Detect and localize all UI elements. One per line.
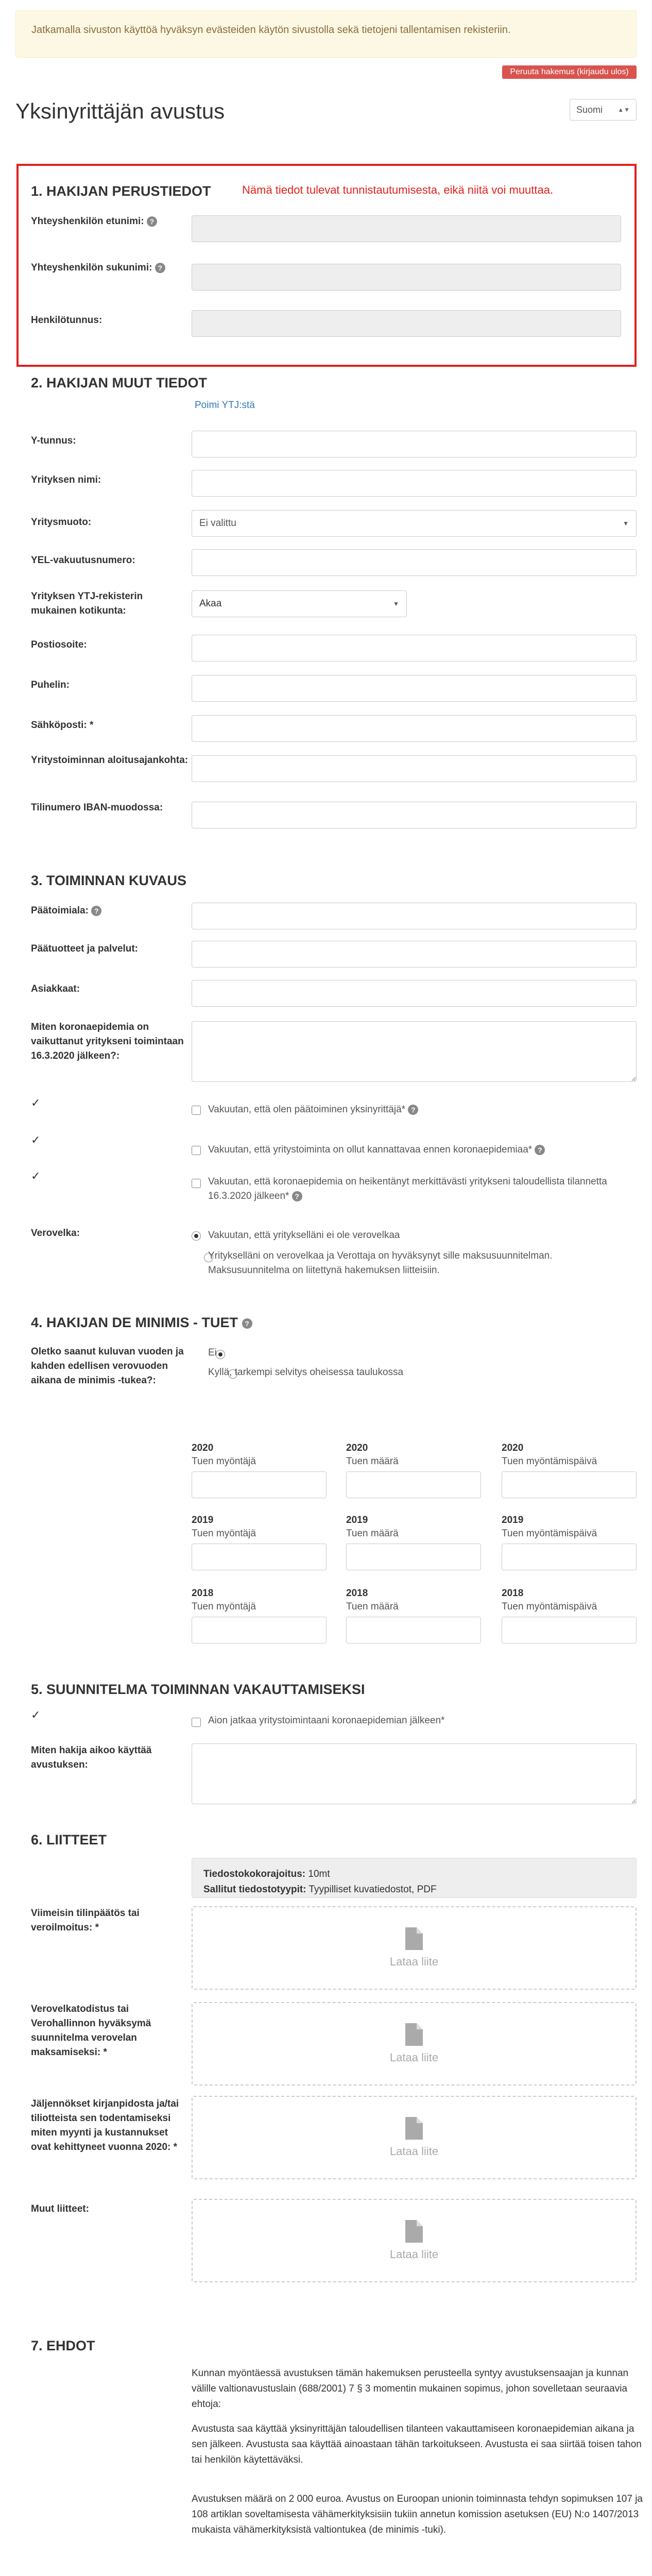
- upload-dropzone[interactable]: [192, 2002, 637, 2086]
- year-label: 2020: [192, 1443, 214, 1453]
- section-7-title: 7. EHDOT: [31, 2338, 95, 2353]
- address-label: Postiosoite:: [31, 639, 87, 650]
- year-label: 2018: [502, 1588, 524, 1599]
- municipality-value: Akaa: [199, 598, 222, 609]
- year-label: 2018: [192, 1588, 214, 1599]
- phone-input[interactable]: [192, 675, 637, 702]
- column-label: Tuen myöntäjä: [192, 1601, 256, 1612]
- upload-label: Lataa liite: [389, 1955, 439, 1968]
- section-2-title: 2. HAKIJAN MUUT TIEDOT: [31, 375, 208, 391]
- updown-icon: ▲▼: [617, 106, 630, 113]
- types-value: Tyypilliset kuvatiedostot, PDF: [308, 1884, 437, 1895]
- max-size-value: 10mt: [308, 1869, 330, 1879]
- date-input[interactable]: [502, 1544, 637, 1570]
- help-icon[interactable]: ?: [292, 1191, 302, 1201]
- help-icon[interactable]: ?: [408, 1105, 418, 1115]
- grantor-input[interactable]: [192, 1544, 327, 1570]
- attachment-label: Muut liitteet:: [31, 2204, 89, 2214]
- main-field-label: Päätoimiala:: [31, 905, 89, 916]
- column-label: Tuen myöntäjä: [192, 1528, 256, 1539]
- year-label: 2019: [192, 1515, 214, 1526]
- checkbox-label: Vakuutan, että olen päätoiminen yksinyrittäjä*: [208, 1104, 406, 1115]
- attachment-label: Verovelkatodistus tai Verohallinnon hyväksymä suunnitelma verovelan maksamiseksi: *: [31, 2004, 151, 2058]
- yel-label: YEL-vakuutusnumero:: [31, 555, 135, 566]
- yel-input[interactable]: [192, 549, 637, 576]
- radio-button[interactable]: [192, 1231, 201, 1241]
- radio-label: Yritykselläni on verovelkaa ja Verottaja on hyväksynyt sille maksusuunnitelman. Maksusuunnitelma on liitettynä hakemuksen liitteisiin.: [208, 1250, 553, 1276]
- iban-input[interactable]: [192, 802, 637, 828]
- radio-label: Ei: [208, 1347, 217, 1358]
- ssn-field: [192, 310, 621, 337]
- checkbox-label: Vakuutan, että yritystoiminta on ollut kannattavaa ennen koronaepidemiaa*: [208, 1144, 533, 1155]
- upload-dropzone[interactable]: [192, 2096, 637, 2179]
- column-label: Tuen myöntämispäivä: [502, 1456, 597, 1467]
- upload-label: Lataa liite: [389, 2051, 439, 2064]
- types-label: Sallitut tiedostotyypit:: [203, 1884, 306, 1895]
- section-6-title: 6. LIITTEET: [31, 1832, 107, 1848]
- year-label: 2020: [346, 1443, 368, 1453]
- main-field-input[interactable]: [192, 903, 637, 929]
- terms-paragraph: Avustusta saa käyttää yksinyrittäjän taloudellisen tilanteen vakauttamiseen koronaepidemian aikana ja sen jälkeen. Avustusta saa käyttää ainoastaan tähän tarkoitukseen. Avustusta ei saa siirtää toisen tahon tai henkilön käytettäväksi.: [192, 2424, 642, 2465]
- iban-label: Tilinumero IBAN-muodossa:: [31, 802, 163, 813]
- email-input[interactable]: [192, 715, 637, 742]
- products-input[interactable]: [192, 941, 637, 968]
- max-size-label: Tiedostokokorajoitus:: [203, 1869, 306, 1879]
- year-label: 2019: [346, 1515, 368, 1526]
- company-name-label: Yrityksen nimi:: [31, 474, 101, 485]
- section-4-title: 4. HAKIJAN DE MINIMIS - TUET: [31, 1315, 238, 1330]
- ytj-fetch-link[interactable]: Poimi YTJ:stä: [195, 400, 255, 411]
- radio-button[interactable]: [216, 1350, 225, 1359]
- first-name-field: [192, 215, 621, 242]
- terms-paragraph: Kunnan myöntäessä avustuksen tämän hakemuksen perusteella syntyy avustuksensaajan ja kunnan välille valtionavustuslain (688/2001) 7 § 3 momentin mukainen sopimus, johon sovelletaan seuraavia ehtoja:: [192, 2368, 629, 2410]
- column-label: Tuen myöntämispäivä: [502, 1601, 597, 1612]
- radio-label: Vakuutan, että yritykselläni ei ole verovelkaa: [208, 1230, 400, 1241]
- help-icon[interactable]: ?: [535, 1145, 545, 1155]
- column-label: Tuen määrä: [346, 1528, 399, 1539]
- checkmark-icon: ✓︎: [31, 1096, 41, 1109]
- page-title: Yksinyrittäjän avustus: [15, 99, 225, 123]
- amount-input[interactable]: [346, 1544, 481, 1570]
- language-select[interactable]: [570, 99, 637, 121]
- customers-label: Asiakkaat:: [31, 984, 80, 994]
- year-label: 2018: [346, 1588, 368, 1599]
- help-icon[interactable]: ?: [91, 906, 101, 916]
- ytunnus-label: Y-tunnus:: [31, 435, 76, 446]
- help-icon[interactable]: ?: [155, 263, 165, 273]
- column-label: Tuen myöntäjä: [192, 1456, 256, 1467]
- terms-paragraph: Avustuksen määrä on 2 000 euroa. Avustus on Euroopan unionin toiminnasta tehdyn sopimuksen 107 ja 108 artiklan soveltamisesta vähämerkityksisiin tukiin annetun komission asetuksen (EU) N:o 1407/2013 mukaista vähämerkityksistä valtiontukea (de minimis -tuki).: [192, 2494, 643, 2535]
- checkbox-label: Aion jatkaa yritystoimintaani koronaepidemian jälkeen*: [208, 1715, 445, 1726]
- products-label: Päätuotteet ja palvelut:: [31, 943, 138, 954]
- year-label: 2019: [502, 1515, 524, 1526]
- file-icon: [405, 1927, 423, 1950]
- cookie-notice: Jatkamalla sivuston käyttöä hyväksyn evästeiden käytön sivustolla sekä tietojeni tallentamisen rekisteriin.: [15, 10, 637, 58]
- language-value: Suomi: [576, 104, 603, 115]
- checkbox-label: Vakuutan, että koronaepidemia on heikentänyt merkittävästi yritykseni taloudellista tilannetta 16.3.2020 jälkeen*: [208, 1176, 607, 1201]
- phone-label: Puhelin:: [31, 680, 70, 690]
- last-name-label: Yhteyshenkilön sukunimi:: [31, 262, 152, 273]
- email-label: Sähköposti: *: [31, 720, 94, 731]
- cancel-application-button[interactable]: Peruuta hakemus (kirjaudu ulos): [502, 65, 637, 79]
- usage-textarea[interactable]: [192, 1743, 637, 1804]
- company-form-value: Ei valittu: [199, 518, 236, 529]
- upload-label: Lataa liite: [389, 2145, 439, 2158]
- ytunnus-input[interactable]: [192, 431, 637, 457]
- column-label: Tuen myöntämispäivä: [502, 1528, 597, 1539]
- checkmark-icon: ✓︎: [31, 1170, 41, 1182]
- customers-input[interactable]: [192, 980, 637, 1007]
- attachment-label: Jäljennökset kirjanpidosta ja/tai tiliotteista sen todentamiseksi miten myynti ja kustannukset ovat kehittyneet vuonna 2020: *: [31, 2098, 179, 2153]
- year-label: 2020: [502, 1443, 524, 1453]
- company-form-select[interactable]: [192, 510, 637, 537]
- first-name-label: Yhteyshenkilön etunimi:: [31, 216, 144, 227]
- date-input[interactable]: [502, 1471, 637, 1498]
- file-info-box: [192, 1858, 637, 1898]
- checkbox[interactable]: [192, 1106, 201, 1115]
- column-label: Tuen määrä: [346, 1601, 399, 1612]
- usage-label: Miten hakija aikoo käyttää avustuksen:: [31, 1745, 152, 1770]
- help-icon[interactable]: ?: [147, 216, 157, 227]
- municipality-label: Yrityksen YTJ-rekisterin mukainen kotikunta:: [31, 591, 143, 616]
- checkbox[interactable]: [192, 1718, 201, 1727]
- start-date-label: Yritystoiminnan aloitusajankohta:: [31, 755, 188, 766]
- amount-input[interactable]: [346, 1471, 481, 1498]
- checkmark-icon: ✓︎: [31, 1133, 41, 1146]
- amount-input[interactable]: [346, 1617, 481, 1643]
- municipality-select[interactable]: [192, 590, 407, 617]
- checkmark-icon: ✓︎: [31, 1708, 41, 1721]
- radio-label: Kyllä, tarkempi selvitys oheisessa taulukossa: [208, 1367, 404, 1378]
- last-name-field: [192, 264, 621, 291]
- basic-info-note: Nämä tiedot tulevat tunnistautumisesta, eikä niitä voi muuttaa.: [242, 183, 554, 196]
- grantor-input[interactable]: [192, 1471, 327, 1498]
- file-icon: [405, 2023, 423, 2046]
- chevron-down-icon: ▼: [623, 520, 629, 527]
- file-icon: [405, 2220, 423, 2243]
- grantor-input[interactable]: [192, 1617, 327, 1643]
- ssn-label: Henkilötunnus:: [31, 315, 102, 326]
- company-form-label: Yritysmuoto:: [31, 517, 92, 528]
- help-icon[interactable]: ?: [242, 1318, 252, 1329]
- checkbox[interactable]: [192, 1146, 201, 1155]
- corona-textarea[interactable]: [192, 1021, 637, 1082]
- checkbox[interactable]: [192, 1179, 201, 1188]
- upload-dropzone[interactable]: [192, 1906, 637, 1990]
- file-icon: [405, 2117, 423, 2140]
- tax-debt-label: Verovelka:: [31, 1228, 80, 1239]
- section-3-title: 3. TOIMINNAN KUVAUS: [31, 873, 187, 888]
- column-label: Tuen määrä: [346, 1456, 399, 1467]
- start-date-input[interactable]: [192, 755, 637, 782]
- date-input[interactable]: [502, 1617, 637, 1643]
- section-5-title: 5. SUUNNITELMA TOIMINNAN VAKAUTTAMISEKSI: [31, 1682, 365, 1697]
- upload-dropzone[interactable]: [192, 2199, 637, 2282]
- upload-label: Lataa liite: [389, 2248, 439, 2261]
- attachment-label: Viimeisin tilinpäätös tai veroilmoitus: *: [31, 1908, 140, 1933]
- corona-label: Miten koronaepidemia on vaikuttanut yritykseni toimintaan 16.3.2020 jälkeen?:: [31, 1022, 184, 1061]
- section-1-title: 1. HAKIJAN PERUSTIEDOT: [31, 183, 211, 199]
- de-minimis-question: Oletko saanut kuluvan vuoden ja kahden edellisen verovuoden aikana de minimis -tukea?:: [31, 1346, 184, 1386]
- chevron-down-icon: ▼: [393, 600, 399, 607]
- company-name-input[interactable]: [192, 470, 637, 497]
- address-input[interactable]: [192, 635, 637, 662]
